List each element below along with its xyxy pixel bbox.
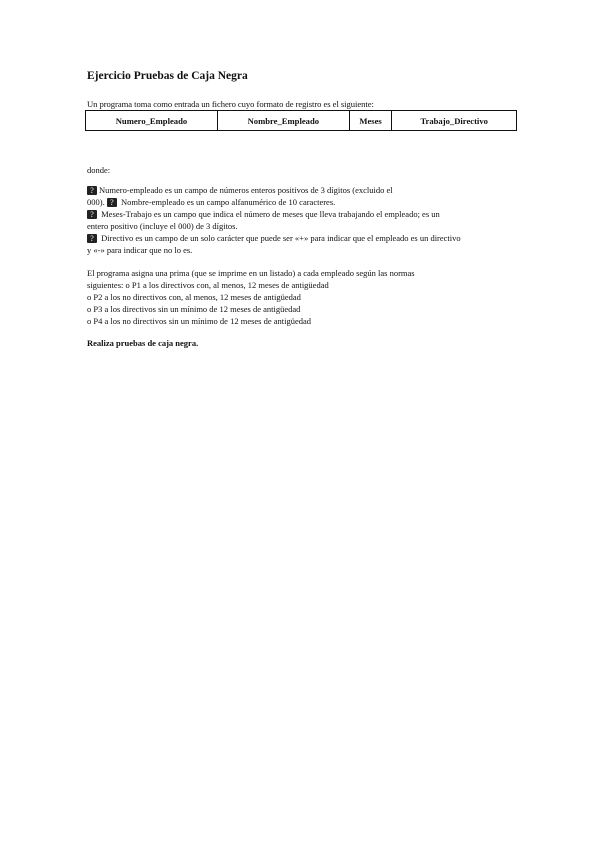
rule-item: o P4 a los no directivos sin un mínimo de 12 meses de antigüedad [87, 316, 312, 326]
rule-item: o P3 a los directivos sin un mínimo de 12 meses de antigüedad [87, 304, 301, 314]
replacement-char-icon: ? [87, 210, 97, 219]
rule-item: o P2 a los no directivos con, al menos, 12 meses de antigüedad [87, 292, 301, 302]
list-item-text: y «-» para indicar que no lo es. [87, 245, 193, 255]
program-description: siguientes: o P1 a los directivos con, al menos, 12 meses de antigüedad [87, 280, 329, 290]
table-header-cell: Numero_Empleado [86, 111, 218, 131]
list-item-text: Nombre-empleado es un campo alfanumérico de 10 caracteres. [118, 197, 336, 207]
list-item-text: Directivo es un campo de un solo carácter que puede ser «+» para indicar que el empleado es un directivo [99, 233, 461, 243]
list-item [87, 209, 440, 220]
donde-label: donde: [87, 165, 111, 175]
table-header-cell: Trabajo_Directivo [392, 111, 517, 131]
table-row [86, 111, 517, 131]
replacement-char-icon: ? [87, 234, 97, 243]
list-item-text: Numero-empleado es un campo de números enteros positivos de 3 dígitos (excluido el [99, 185, 393, 195]
replacement-char-icon: ? [87, 186, 97, 195]
list-item [87, 197, 335, 208]
intro-text: Un programa toma como entrada un fichero cuyo formato de registro es el siguiente: [87, 99, 374, 109]
table-header-cell: Meses [349, 111, 392, 131]
task-instruction: Realiza pruebas de caja negra. [87, 338, 199, 348]
replacement-char-icon: ? [107, 198, 117, 207]
page-title: Ejercicio Pruebas de Caja Negra [87, 70, 248, 82]
list-item-text: entero positivo (incluye el 000) de 3 dígitos. [87, 221, 238, 231]
list-item-text: 000). [87, 197, 107, 207]
list-item [87, 233, 461, 244]
list-item [87, 185, 393, 196]
record-format-table [85, 110, 517, 131]
table-header-cell: Nombre_Empleado [217, 111, 349, 131]
list-item-text: Meses-Trabajo es un campo que indica el número de meses que lleva trabajando el empleado; es un [99, 209, 440, 219]
program-description: El programa asigna una prima (que se imprime en un listado) a cada empleado según las normas [87, 268, 415, 278]
